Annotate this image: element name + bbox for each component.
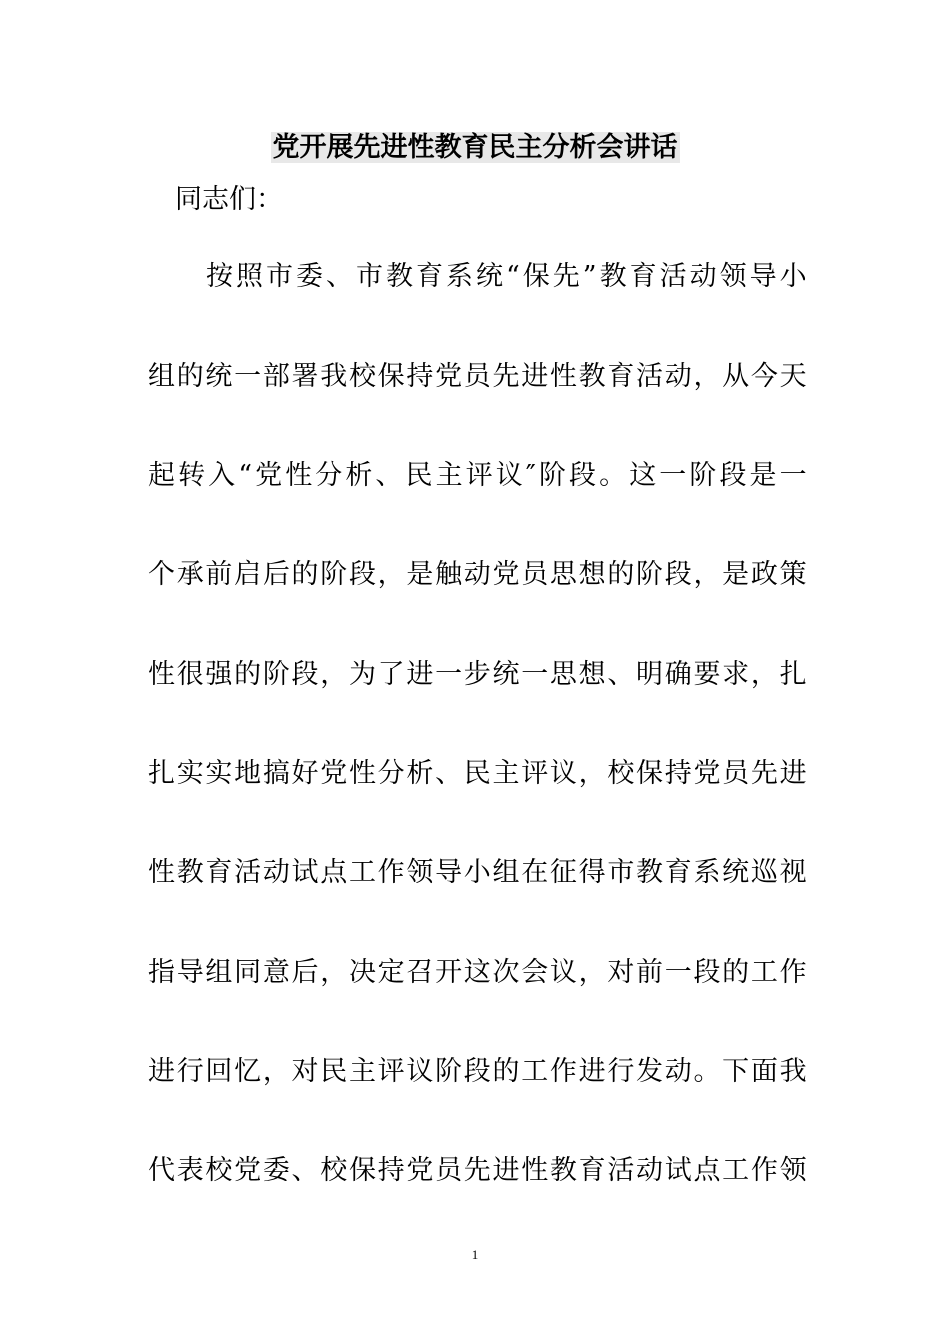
salutation: 同志们：: [175, 184, 283, 215]
body-line: 按照市委、市教育系统“保先”教育活动领导小: [206, 261, 808, 292]
body-line: 性很强的阶段，为了进一步统一思想、明确要求，扎: [148, 659, 808, 690]
body-line: 性教育活动试点工作领导小组在征得市教育系统巡视: [148, 857, 808, 888]
body-line: 组的统一部署我校保持党员先进性教育活动，从今天: [148, 361, 808, 392]
body-line: 进行回忆，对民主评议阶段的工作进行发动。下面我: [148, 1056, 808, 1087]
body-line: 指导组同意后，决定召开这次会议，对前一段的工作: [148, 957, 808, 988]
body-line: 起转入“党性分析、民主评议″阶段。这一阶段是一: [148, 460, 808, 491]
document-title: [0, 128, 950, 168]
document-title-text: 党开展先进性教育民主分析会讲话: [272, 132, 678, 163]
page-number: 1: [471, 1247, 479, 1262]
body-line: 扎实实地搞好党性分析、民主评议，校保持党员先进: [148, 758, 808, 789]
body-line: 个承前启后的阶段，是触动党员思想的阶段，是政策: [148, 559, 808, 590]
body-line: 代表校党委、校保持党员先进性教育活动试点工作领: [148, 1155, 808, 1186]
